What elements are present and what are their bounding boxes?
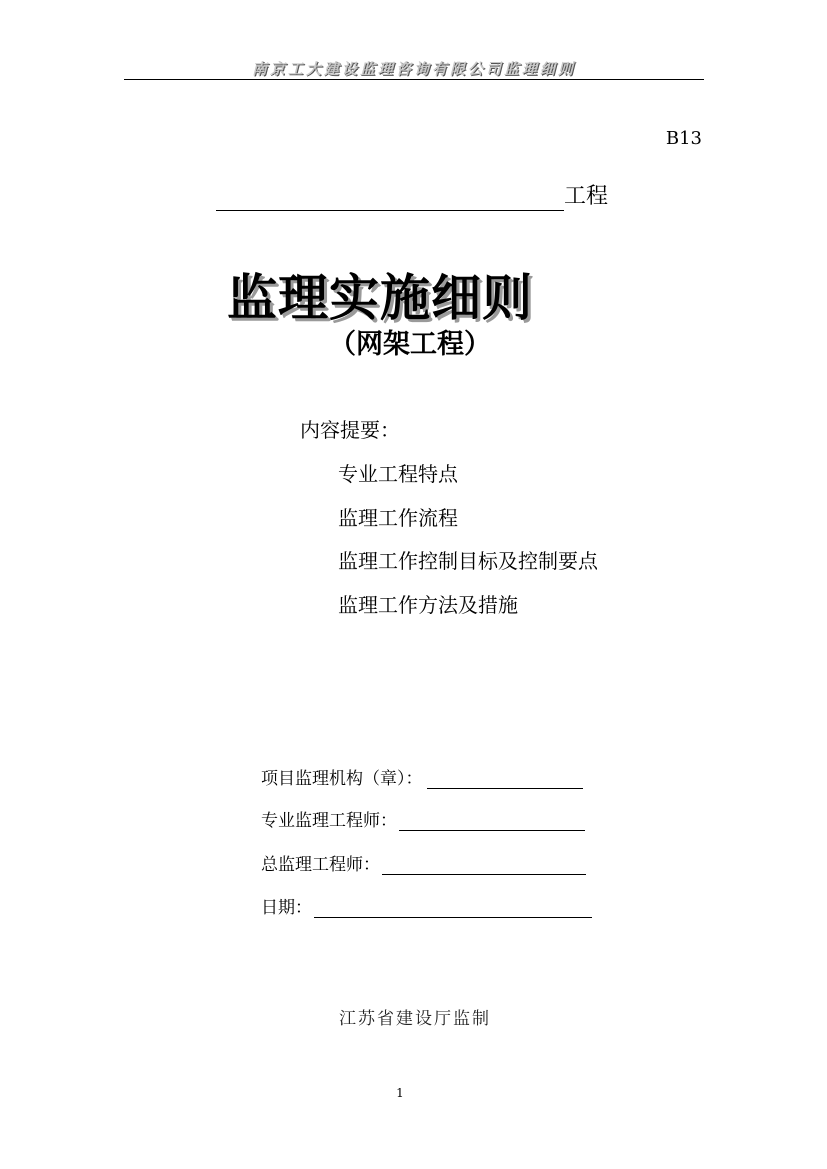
summary-item: 监理工作方法及措施 xyxy=(338,593,518,617)
signature-label: 项目监理机构（章）： xyxy=(261,769,423,789)
signature-blank xyxy=(382,854,586,875)
signature-row-date xyxy=(261,893,592,918)
summary-label: 内容提要： xyxy=(300,418,400,442)
signature-blank xyxy=(314,897,592,918)
signature-row-chief xyxy=(261,850,586,875)
project-name-line xyxy=(216,183,608,211)
issuer-text: 江苏省建设厅监制 xyxy=(339,1009,491,1029)
project-name-blank xyxy=(216,184,564,211)
running-header-title: 南京工大建设监理咨询有限公司监理细则 xyxy=(251,60,576,78)
summary-item: 监理工作控制目标及控制要点 xyxy=(338,549,598,573)
signature-blank xyxy=(399,810,585,831)
summary-item: 专业工程特点 xyxy=(338,462,458,486)
document-subtitle: （网架工程） xyxy=(329,329,491,360)
signature-label: 总监理工程师： xyxy=(261,855,380,875)
signature-blank xyxy=(427,768,583,789)
project-suffix: 工程 xyxy=(564,184,609,209)
document-code: B13 xyxy=(665,128,702,149)
page-number: 1 xyxy=(396,1086,404,1100)
signature-row-specialist xyxy=(261,806,585,831)
signature-label: 日期： xyxy=(261,898,312,918)
signature-row-agency xyxy=(261,764,583,789)
signature-label: 专业监理工程师： xyxy=(261,811,397,831)
document-title: 监理实施细则 xyxy=(227,269,533,327)
header-rule xyxy=(124,79,704,80)
summary-item: 监理工作流程 xyxy=(338,506,458,530)
